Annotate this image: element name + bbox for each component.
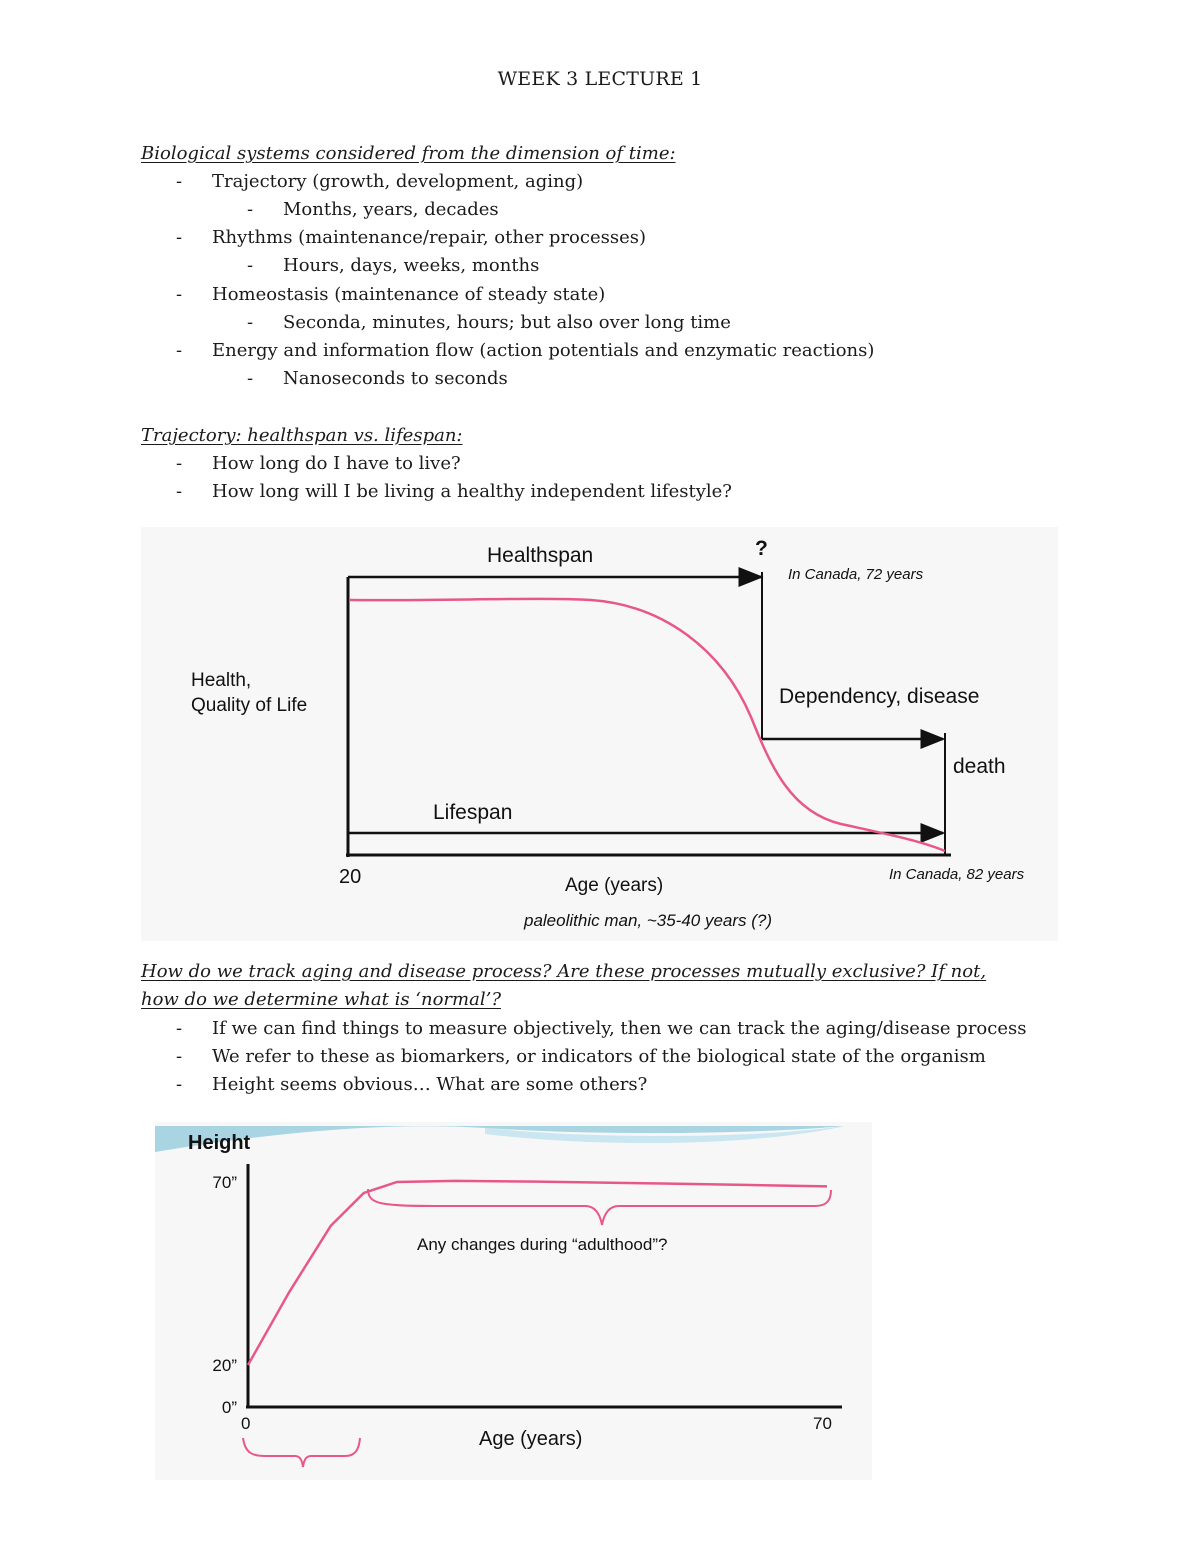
x-tick-label: 70 [813, 1414, 832, 1433]
y-tick-label: 70” [212, 1173, 237, 1192]
canada-82-label: In Canada, 82 years [889, 866, 1025, 883]
dependency-label: Dependency, disease [779, 685, 980, 708]
section-heading-tracking-line2: how do we determine what is ‘normal’? [141, 989, 501, 1010]
list-item-text: We refer to these as biomarkers, or indicators of the biological state of the organism [212, 1046, 986, 1067]
height-series-points [248, 1181, 827, 1365]
dash: - [176, 453, 183, 474]
list-item [176, 340, 875, 361]
healthspan-diagram [141, 527, 1058, 941]
dash: - [176, 1046, 183, 1067]
list-subitem [247, 255, 540, 276]
dash: - [176, 1074, 183, 1095]
lifespan-label: Lifespan [433, 801, 513, 824]
healthspan-label: Healthspan [487, 544, 594, 567]
list-item-text: Trajectory (growth, development, aging) [212, 171, 584, 192]
list-item-text: Height seems obvious… What are some others? [212, 1074, 648, 1095]
y-tick-label: 20” [212, 1356, 237, 1375]
list-item [176, 1018, 1027, 1039]
list-item-text: Homeostasis (maintenance of steady state) [212, 284, 606, 305]
page-title: WEEK 3 LECTURE 1 [497, 68, 703, 90]
list-item-text: How long will I be living a healthy independent lifestyle? [212, 481, 732, 502]
list-subitem-text: Hours, days, weeks, months [283, 255, 540, 276]
list-item [176, 1046, 986, 1067]
dash: - [247, 199, 254, 220]
question-mark: ? [755, 537, 768, 560]
list-item [176, 1074, 648, 1095]
dash: - [247, 368, 254, 389]
list-subitem-text: Months, years, decades [283, 199, 499, 220]
dash: - [176, 1018, 183, 1039]
height-chart [155, 1122, 872, 1480]
dash: - [247, 255, 254, 276]
list-item-text: Rhythms (maintenance/repair, other processes) [212, 227, 647, 248]
section-heading-trajectory: Trajectory: healthspan vs. lifespan: [141, 425, 463, 446]
y-tick-labels [212, 1173, 237, 1417]
list-item [176, 284, 606, 305]
dash: - [176, 227, 183, 248]
death-label: death [953, 755, 1006, 778]
dash: - [176, 340, 183, 361]
chart-title: Height [188, 1132, 251, 1154]
dash: - [176, 481, 183, 502]
canada-72-label: In Canada, 72 years [788, 566, 924, 583]
adulthood-annotation: Any changes during “adulthood”? [417, 1235, 668, 1254]
x-tick-label: 0 [241, 1414, 251, 1433]
list-item [176, 481, 732, 502]
list-subitem-text: Seconda, minutes, hours; but also over long time [283, 312, 731, 333]
childhood-brace [243, 1438, 360, 1467]
list-item [176, 171, 584, 192]
dash: - [176, 284, 183, 305]
list-item [176, 453, 461, 474]
y-axis-label-line2: Quality of Life [191, 695, 308, 716]
x-axis-label: Age (years) [565, 875, 664, 896]
list-subitem [247, 312, 731, 333]
x-axis-start-label: 20 [339, 866, 362, 888]
height-figure [155, 1122, 872, 1480]
healthspan-lifespan-figure [141, 527, 1058, 941]
dash: - [176, 171, 183, 192]
x-axis-label: Age (years) [479, 1428, 583, 1450]
height-series-line [248, 1181, 827, 1365]
section-heading-tracking-line1: How do we track aging and disease process? Are these processes mutually exclusive? If not, [141, 961, 987, 982]
list-item-text: How long do I have to live? [212, 453, 461, 474]
list-subitem [247, 199, 499, 220]
list-subitem [247, 368, 508, 389]
paleolithic-label: paleolithic man, ~35-40 years (?) [524, 911, 773, 930]
list-item [176, 227, 647, 248]
dash: - [247, 312, 254, 333]
y-axis-label-line1: Health, [191, 670, 252, 691]
adulthood-brace [368, 1189, 831, 1225]
y-tick-label: 0” [221, 1398, 237, 1417]
section-heading-time: Biological systems considered from the dimension of time: [141, 143, 676, 164]
list-item-text: Energy and information flow (action potentials and enzymatic reactions) [212, 340, 875, 361]
list-item-text: If we can find things to measure objectively, then we can track the aging/disease process [212, 1018, 1027, 1039]
list-subitem-text: Nanoseconds to seconds [283, 368, 508, 389]
